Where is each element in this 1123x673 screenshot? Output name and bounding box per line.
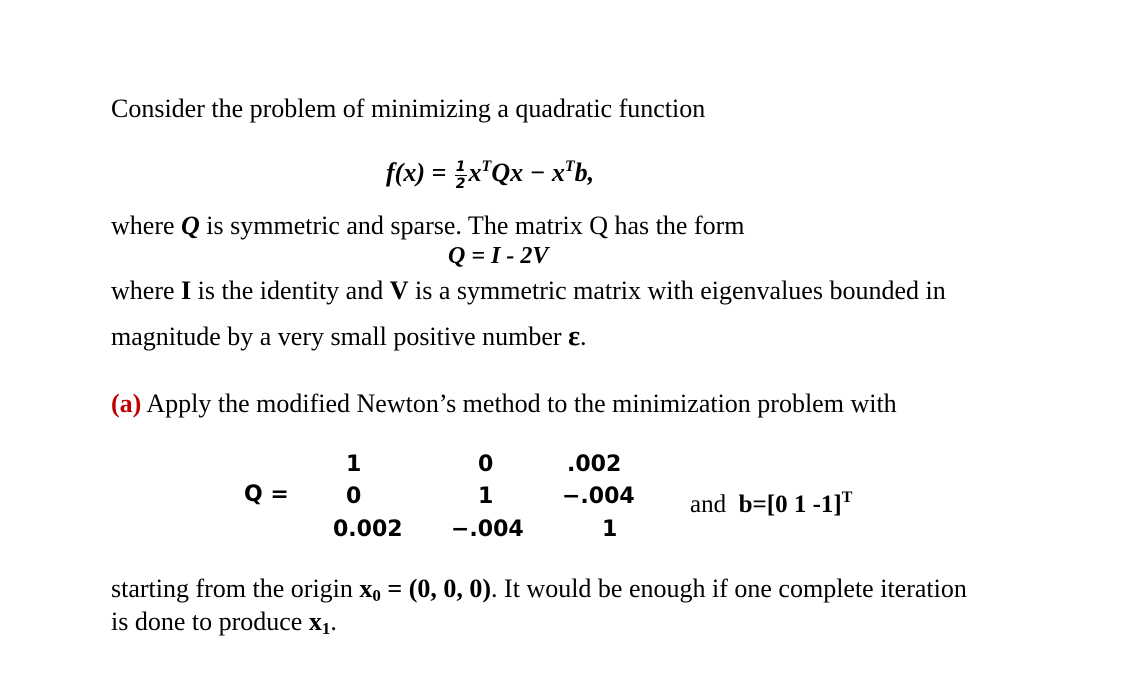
symbol-x1: x [308,607,322,636]
b-vector-and: and [690,491,727,518]
identity-line-a: where [111,276,182,305]
origin-line-a: starting from the origin [111,574,360,603]
matrix-cell-r3c1: 0.002 [333,517,403,542]
half-fraction [455,159,467,192]
symmetric-line [111,210,744,242]
formula-x: x [468,158,482,187]
formula-b: b, [574,158,595,187]
subscript-0: 0 [372,586,381,605]
part-a-text: Apply the modified Newton’s method to the minimization problem with [141,389,897,418]
formula-qx: Qx − x [491,158,565,187]
formula-transpose-1: T [481,158,492,175]
magnitude-line [111,321,587,353]
fraction-denominator: 2 [455,175,466,192]
identity-line [111,275,946,307]
identity-line-b: is the identity and [191,276,390,305]
subscript-1: 1 [321,619,331,638]
matrix-cell-r3c2: −.004 [451,517,524,542]
symmetric-line-b: is symmetric and sparse. The matrix Q has the form [199,211,745,240]
formula-lhs: f(x) = [386,158,447,187]
quadratic-formula [386,148,594,192]
matrix-cell-r1c2: 0 [478,452,494,477]
matrix-cell-r1c3: .002 [567,452,622,477]
intro-text: Consider the problem of minimizing a quadratic function [111,94,706,123]
origin-point: = (0, 0, 0) [380,574,492,603]
origin-line-c: . It would be enough if one complete iteration [491,574,967,603]
symbol-epsilon: ε [568,321,581,352]
b-vector: b=[0 1 -1] [738,491,842,518]
matrix-label: Q = [244,482,289,507]
b-vector-line [690,482,852,521]
symbol-i: I [181,276,192,305]
symbol-x0: x [359,574,373,603]
identity-line-c: is a symmetric matrix with eigenvalues bounded in [408,276,946,305]
symbol-v: V [389,276,409,305]
part-a-label: (a) [111,389,142,418]
magnitude-line-b: . [580,322,587,351]
fraction-numerator: 1 [455,158,466,175]
produce-line-b: . [330,607,337,636]
matrix-cell-r3c3: 1 [602,517,618,542]
formula-transpose-2: T [564,158,575,175]
symmetric-line-a: where [111,211,182,240]
produce-line [111,606,337,645]
matrix-cell-r2c1: 0 [346,484,362,509]
equation-q-form: Q = I - 2V [448,243,549,269]
part-a-line [111,388,897,420]
matrix-cell-r1c1: 1 [346,452,362,477]
matrix-cell-r2c2: 1 [478,484,494,509]
symbol-q: Q [181,211,200,240]
produce-line-a: is done to produce [111,607,309,636]
matrix-cell-r2c3: −.004 [562,484,635,509]
magnitude-line-a: magnitude by a very small positive number [111,322,569,351]
b-vector-transpose: T [841,489,853,506]
